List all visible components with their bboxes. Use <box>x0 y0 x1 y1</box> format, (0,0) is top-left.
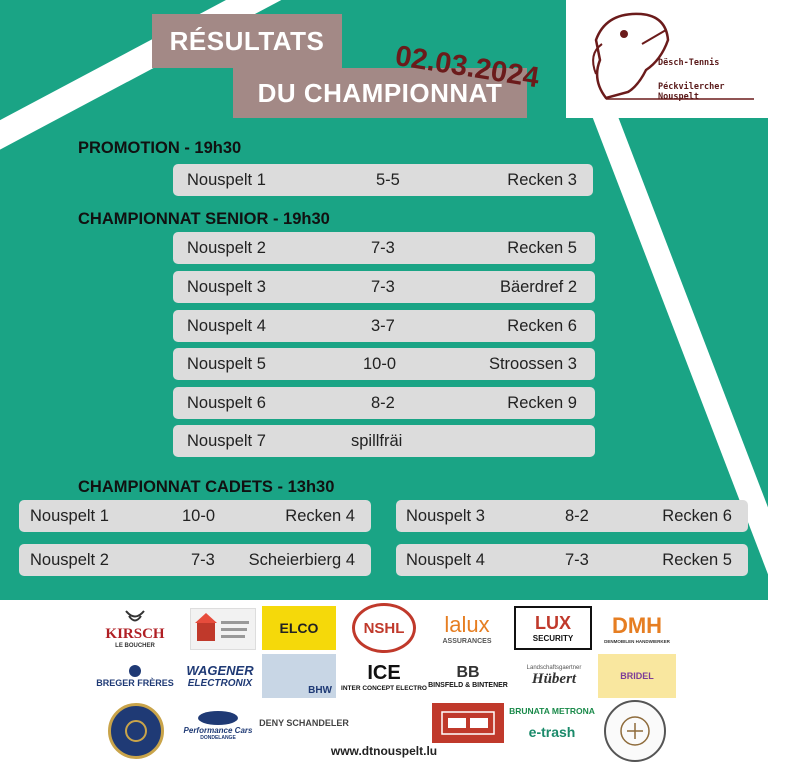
senior-row <box>173 425 595 457</box>
away-team: Recken 4 <box>285 507 355 525</box>
sponsor-lux-security: LUX SECURITY <box>514 606 592 650</box>
senior-row <box>173 232 595 264</box>
shop-banner-icon <box>438 708 498 738</box>
title-line2: DU CHAMPIONNAT <box>233 68 527 118</box>
sponsor-ice: ICE INTER CONCEPT ELECTRO <box>341 662 427 692</box>
score: 7-3 <box>371 278 395 296</box>
sponsor-bridel: BRIDEL <box>598 654 676 698</box>
ford-oval-icon <box>196 710 240 726</box>
score: 3-7 <box>371 317 395 335</box>
away-team: Recken 6 <box>662 507 732 525</box>
website-url: www.dtnouspelt.lu <box>330 744 438 758</box>
home-team: Nouspelt 1 <box>30 507 109 525</box>
cadets-row <box>19 544 371 576</box>
sponsor-binsfeld: BB BINSFELD & BINTENER <box>428 663 508 689</box>
score: 5-5 <box>376 171 400 189</box>
house-icon <box>193 611 253 647</box>
home-team: Nouspelt 2 <box>187 239 266 257</box>
sponsor-breger: BREGER FRÈRES <box>92 656 178 696</box>
away-team: Recken 9 <box>507 394 577 412</box>
away-team: Scheierbierg 4 <box>248 551 355 569</box>
away-team: Recken 6 <box>507 317 577 335</box>
sponsor-hubert: Landschaftsgaertner Hübert <box>526 664 582 687</box>
away-team: Bäerdref 2 <box>499 278 577 296</box>
away-team: Recken 5 <box>662 551 732 569</box>
home-team: Nouspelt 6 <box>187 394 266 412</box>
promotion-row <box>173 164 593 196</box>
sponsor-kirsch: KIRSCH LE BOUCHER <box>92 606 178 650</box>
senior-row <box>173 310 595 342</box>
bb-logo-icon: BB <box>456 663 480 681</box>
promotion-title: PROMOTION - 19h30 <box>78 139 242 157</box>
away-team: Stroossen 3 <box>488 355 577 373</box>
home-team: Nouspelt 4 <box>406 551 485 569</box>
sponsor-elco: ELCO <box>262 606 336 650</box>
home-team: Nouspelt 4 <box>187 317 266 335</box>
seal-icon <box>121 716 151 746</box>
sponsor-deny: DENY SCHANDELER <box>259 718 349 728</box>
home-team: Nouspelt 3 <box>406 507 485 525</box>
away-team: Recken 3 <box>507 171 577 189</box>
cadets-title: CHAMPIONNAT CADETS - 13h30 <box>78 478 335 496</box>
sponsor-ford: Performance Cars DONDELANGE <box>178 703 258 747</box>
score: 7-3 <box>371 239 395 257</box>
senior-row <box>173 387 595 419</box>
breger-logo-icon <box>124 664 146 678</box>
home-team: Nouspelt 3 <box>187 278 266 296</box>
away-team: Recken 5 <box>507 239 577 257</box>
score: 10-0 <box>182 507 216 525</box>
sponsor-brunata: BRUNATA METRONA e-trash <box>509 706 595 740</box>
sponsor-wagener: WAGENER ELECTRONIX <box>186 663 254 689</box>
senior-title: CHAMPIONNAT SENIOR - 19h30 <box>78 210 330 228</box>
match-date: 02.03.2024 <box>392 40 542 95</box>
home-team: Nouspelt 2 <box>30 551 109 569</box>
cadets-row <box>19 500 371 532</box>
bull-icon <box>123 608 147 626</box>
score: 10-0 <box>363 355 397 373</box>
title-line1: RÉSULTATS <box>152 14 342 68</box>
cadets-row <box>396 500 748 532</box>
score: 7-3 <box>191 551 215 569</box>
home-team: Nouspelt 1 <box>187 171 266 189</box>
club-name-line1: Dësch-Tennis <box>658 58 720 68</box>
sponsor-dmh: DMH DENMOBILEN HANDWIERKER <box>604 612 670 644</box>
sponsor-house <box>190 608 256 650</box>
sponsor-nshl: NSHL <box>352 603 416 653</box>
sponsor-shop <box>432 703 504 743</box>
score: 8-2 <box>565 507 589 525</box>
senior-row <box>173 348 595 380</box>
sponsor-bhw: BHW <box>262 654 336 698</box>
score: 8-2 <box>371 394 395 412</box>
home-team: Nouspelt 7 <box>187 432 266 450</box>
home-team: Nouspelt 5 <box>187 355 266 373</box>
senior-row <box>173 271 595 303</box>
sponsor-lalux: lalux ASSURANCES <box>442 611 492 645</box>
score: spillfräi <box>351 432 403 450</box>
club-name-line2: Péckvilercher Nouspelt <box>658 82 725 102</box>
score: 7-3 <box>565 551 589 569</box>
cadets-row <box>396 544 748 576</box>
